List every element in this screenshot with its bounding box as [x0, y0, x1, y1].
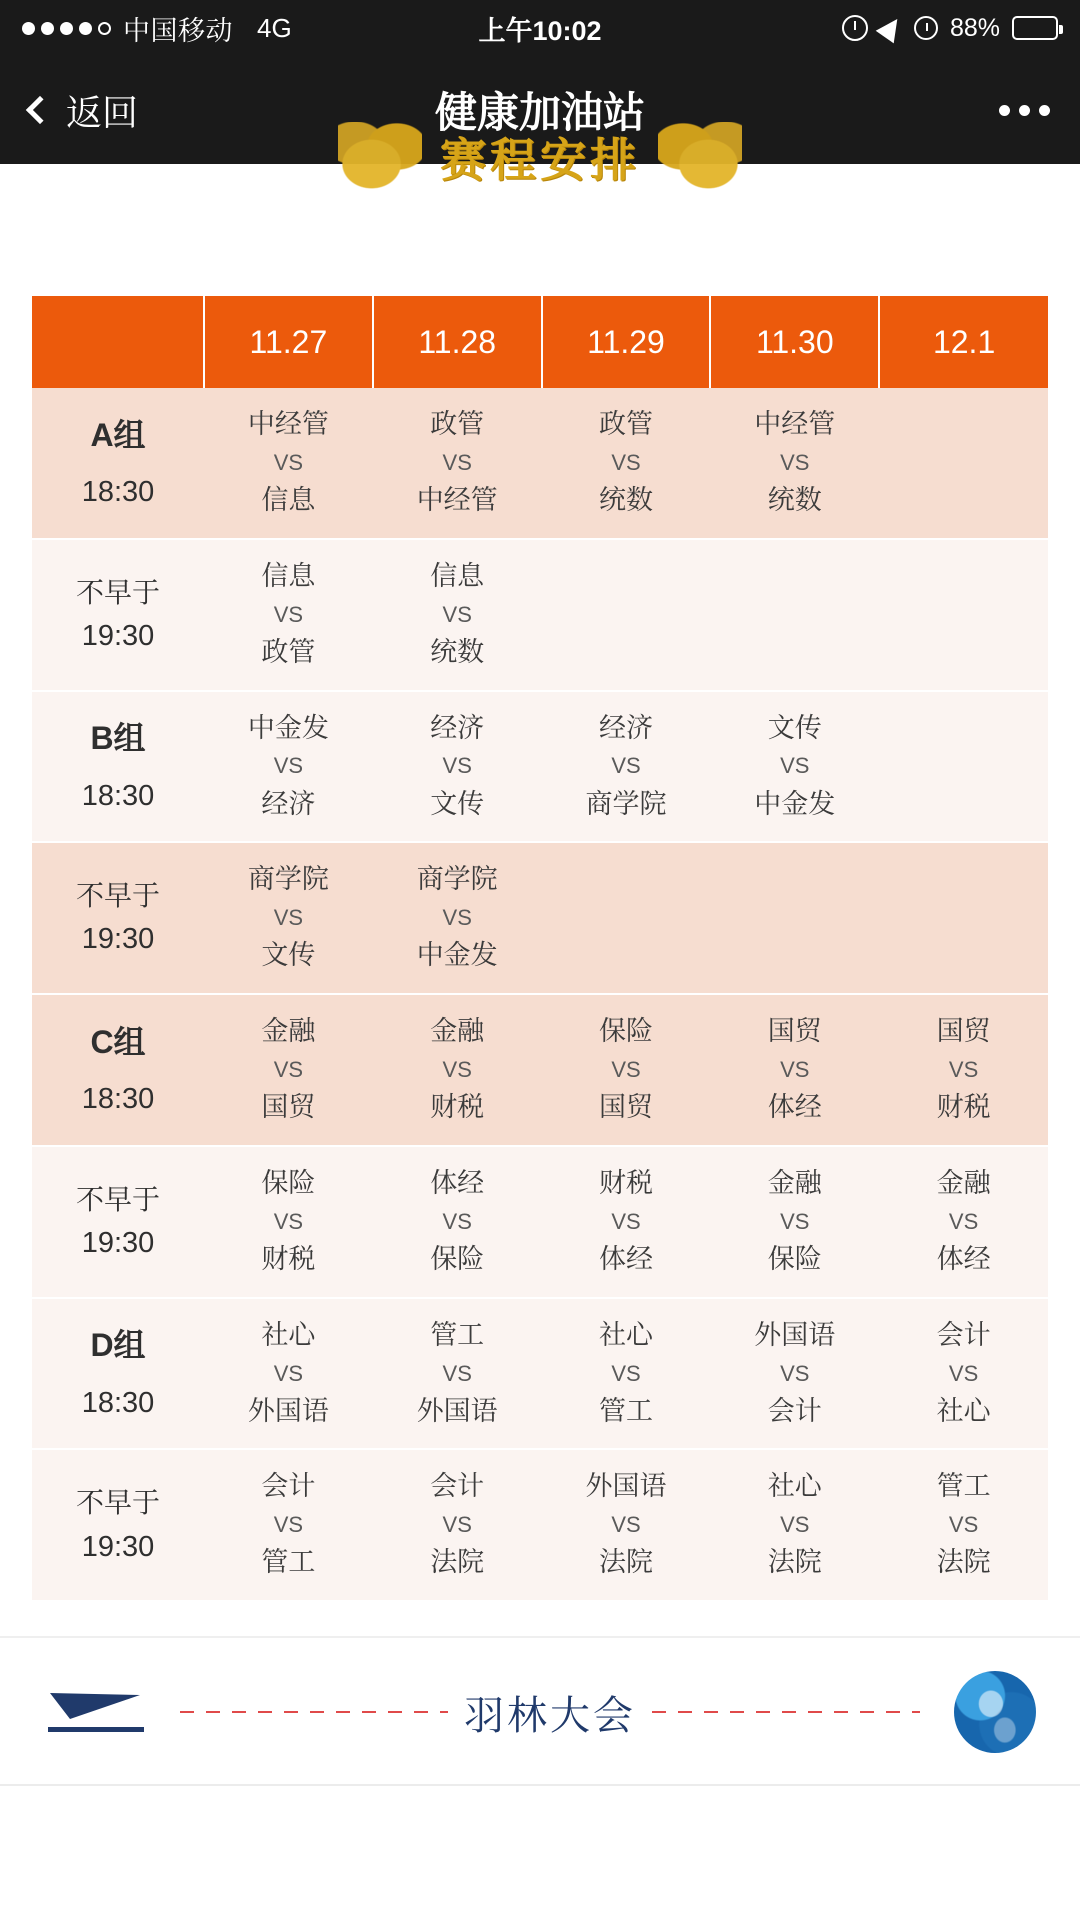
time-note-label: 不早于	[75, 1183, 160, 1215]
match-cell	[710, 1449, 879, 1601]
match-cell	[879, 842, 1048, 994]
match-cell	[710, 842, 879, 994]
status-bar-left	[22, 9, 292, 48]
match-cell	[879, 539, 1048, 691]
banner-title: 赛程安排	[440, 134, 640, 186]
banner	[0, 134, 1080, 260]
team-home-label: 国贸	[767, 1016, 822, 1047]
vs-label: VS	[948, 1056, 979, 1082]
header-cell-date-1: 11.27	[204, 296, 373, 388]
team-away-label: 保险	[767, 1243, 822, 1274]
team-away-label: 保险	[430, 1243, 485, 1274]
team-home-label: 保险	[261, 1167, 316, 1198]
team-home-label: 社心	[767, 1471, 822, 1502]
team-home-label: 社心	[598, 1319, 653, 1350]
do-not-disturb-icon	[842, 15, 868, 41]
alarm-clock-icon	[914, 16, 938, 40]
row-header-group-d-1830	[32, 1298, 204, 1450]
row-header-group-b-1830	[32, 691, 204, 843]
team-home-label: 体经	[430, 1167, 485, 1198]
team-away-label: 统数	[598, 484, 653, 515]
network-type-label: 4G	[257, 12, 292, 43]
row-header-group-b-1930	[32, 842, 204, 994]
team-away-label: 国贸	[261, 1092, 316, 1123]
group-label: A组	[90, 416, 146, 453]
team-home-label: 信息	[261, 560, 316, 591]
match-cell	[879, 994, 1048, 1146]
team-home-label: 金融	[936, 1167, 991, 1198]
team-away-label: 体经	[767, 1092, 822, 1123]
match-cell	[373, 1298, 542, 1450]
vs-label: VS	[611, 449, 641, 475]
vs-label: VS	[273, 449, 304, 475]
vs-label: VS	[948, 1512, 979, 1538]
match-cell	[710, 691, 879, 843]
match-cell	[542, 691, 711, 843]
row-header-group-a-1930	[32, 539, 204, 691]
vs-label: VS	[442, 1512, 472, 1538]
team-away-label: 财税	[430, 1092, 485, 1123]
vs-label: VS	[611, 1360, 641, 1386]
vs-label: VS	[442, 1208, 472, 1234]
signal-strength-icon	[22, 22, 111, 35]
match-cell	[204, 1449, 373, 1601]
team-away-label: 商学院	[585, 788, 667, 819]
team-away-label: 体经	[598, 1243, 653, 1274]
team-home-label: 外国语	[754, 1319, 836, 1350]
team-away-label: 管工	[261, 1547, 316, 1578]
group-label: B组	[90, 720, 146, 757]
team-away-label: 文传	[430, 788, 485, 819]
vs-label: VS	[273, 601, 304, 627]
team-home-label: 政管	[598, 409, 653, 439]
footer-divider	[0, 1784, 1080, 1786]
table-row	[32, 388, 1048, 539]
team-away-label: 法院	[936, 1547, 991, 1578]
paper-plane-icon	[44, 1677, 164, 1747]
vs-label: VS	[948, 1208, 979, 1234]
schedule-table-head	[32, 296, 1048, 388]
header-cell-date-2: 11.28	[373, 296, 542, 388]
time-label: 18:30	[81, 476, 155, 509]
vs-label: VS	[273, 753, 304, 779]
vs-label: VS	[780, 1360, 810, 1386]
time-label: 19:30	[81, 923, 155, 956]
team-home-label: 经济	[430, 712, 485, 743]
footer-title: 羽林大会	[464, 1693, 636, 1738]
page-title: 健康加油站	[434, 89, 645, 136]
table-row	[32, 1449, 1048, 1601]
header-cell-date-5: 12.1	[879, 296, 1048, 388]
team-home-label: 文传	[767, 712, 822, 743]
match-cell	[710, 1146, 879, 1298]
team-away-label: 外国语	[416, 1395, 498, 1426]
match-cell	[542, 1146, 711, 1298]
team-away-label: 外国语	[247, 1395, 329, 1426]
match-cell	[879, 1146, 1048, 1298]
chevron-left-icon	[26, 96, 54, 124]
header-cell-date-4: 11.30	[710, 296, 879, 388]
vs-label: VS	[948, 1360, 979, 1386]
team-home-label: 商学院	[416, 864, 498, 895]
back-button[interactable]	[30, 85, 138, 136]
vs-label: VS	[273, 1512, 304, 1538]
team-away-label: 法院	[598, 1547, 653, 1578]
match-cell	[710, 388, 879, 539]
vs-label: VS	[780, 1056, 810, 1082]
team-home-label: 财税	[598, 1167, 653, 1198]
team-away-label: 国贸	[598, 1092, 653, 1123]
battery-percent-label: 88%	[949, 13, 1000, 42]
team-away-label: 社心	[936, 1395, 991, 1426]
dashed-line-right	[652, 1711, 920, 1713]
team-away-label: 财税	[936, 1092, 991, 1123]
schedule-table	[32, 296, 1048, 1602]
team-home-label: 中金发	[247, 712, 329, 743]
match-cell	[373, 539, 542, 691]
team-home-label: 政管	[430, 409, 485, 439]
match-cell	[373, 842, 542, 994]
match-cell	[373, 1146, 542, 1298]
team-home-label: 中经管	[247, 409, 329, 439]
team-home-label: 经济	[598, 712, 653, 743]
match-cell	[710, 994, 879, 1146]
time-label: 18:30	[81, 779, 155, 812]
match-cell	[373, 994, 542, 1146]
schedule-table-wrapper	[0, 296, 1080, 1602]
laurel-left-icon	[338, 122, 422, 192]
vs-label: VS	[442, 905, 472, 931]
laurel-right-icon	[658, 122, 742, 192]
team-away-label: 体经	[936, 1243, 991, 1274]
team-home-label: 会计	[261, 1471, 316, 1502]
match-cell	[710, 1298, 879, 1450]
status-bar-right	[842, 14, 1058, 43]
team-home-label: 社心	[261, 1319, 316, 1350]
header-cell-corner	[32, 296, 204, 388]
match-cell	[542, 842, 711, 994]
match-cell	[204, 1146, 373, 1298]
table-row	[32, 539, 1048, 691]
schedule-header-row	[32, 296, 1048, 388]
match-cell	[879, 1449, 1048, 1601]
match-cell	[542, 1449, 711, 1601]
team-away-label: 信息	[261, 484, 316, 515]
match-cell	[542, 388, 711, 539]
table-row	[32, 1298, 1048, 1450]
table-row	[32, 994, 1048, 1146]
vs-label: VS	[780, 1512, 810, 1538]
table-row	[32, 691, 1048, 843]
team-home-label: 会计	[430, 1471, 485, 1502]
match-cell	[373, 388, 542, 539]
match-cell	[542, 539, 711, 691]
time-label: 18:30	[81, 1386, 155, 1419]
match-cell	[204, 842, 373, 994]
time-note-label: 不早于	[75, 576, 160, 608]
more-dots-icon[interactable]	[999, 105, 1050, 116]
team-home-label: 金融	[430, 1016, 485, 1047]
dashed-line-left	[180, 1711, 448, 1713]
vs-label: VS	[442, 1056, 472, 1082]
vs-label: VS	[273, 1056, 304, 1082]
vs-label: VS	[780, 449, 810, 475]
vs-label: VS	[442, 1360, 472, 1386]
vs-label: VS	[273, 905, 304, 931]
vs-label: VS	[611, 1208, 641, 1234]
team-home-label: 金融	[261, 1016, 316, 1047]
team-away-label: 经济	[261, 788, 316, 819]
back-button-label: 返回	[66, 91, 139, 133]
match-cell	[373, 1449, 542, 1601]
team-home-label: 管工	[936, 1471, 991, 1502]
row-header-group-a-1830	[32, 388, 204, 539]
team-home-label: 外国语	[585, 1471, 667, 1502]
team-away-label: 政管	[261, 636, 316, 667]
header-cell-date-3: 11.29	[542, 296, 711, 388]
team-away-label: 财税	[261, 1243, 316, 1274]
table-row	[32, 842, 1048, 994]
team-home-label: 会计	[936, 1319, 991, 1350]
status-bar	[0, 0, 1080, 56]
vs-label: VS	[611, 1512, 641, 1538]
carrier-label: 中国移动	[123, 15, 233, 46]
match-cell	[204, 388, 373, 539]
time-label: 19:30	[81, 1530, 155, 1563]
match-cell	[204, 691, 373, 843]
vs-label: VS	[442, 449, 472, 475]
team-home-label: 信息	[430, 560, 485, 591]
team-away-label: 法院	[430, 1547, 485, 1578]
status-bar-clock: 上午10:02	[478, 15, 602, 46]
team-away-label: 会计	[767, 1395, 822, 1426]
group-label: C组	[90, 1023, 146, 1060]
team-away-label: 统数	[767, 484, 822, 515]
time-label: 18:30	[81, 1083, 155, 1116]
vs-label: VS	[273, 1360, 304, 1386]
team-home-label: 保险	[598, 1016, 653, 1047]
match-cell	[879, 691, 1048, 843]
time-label: 19:30	[81, 619, 155, 652]
group-label: D组	[90, 1327, 146, 1364]
team-away-label: 统数	[430, 636, 485, 667]
vs-label: VS	[780, 753, 810, 779]
row-header-group-c-1830	[32, 994, 204, 1146]
team-home-label: 商学院	[247, 864, 329, 895]
match-cell	[204, 994, 373, 1146]
globe-icon	[954, 1671, 1036, 1753]
team-home-label: 管工	[430, 1319, 485, 1350]
team-away-label: 中金发	[754, 788, 836, 819]
vs-label: VS	[442, 601, 472, 627]
vs-label: VS	[273, 1208, 304, 1234]
match-cell	[542, 1298, 711, 1450]
table-row	[32, 1146, 1048, 1298]
team-away-label: 管工	[598, 1395, 653, 1426]
team-away-label: 中金发	[416, 940, 498, 971]
vs-label: VS	[611, 753, 641, 779]
footer	[0, 1636, 1080, 1786]
vs-label: VS	[442, 753, 472, 779]
banner-inner	[338, 122, 742, 192]
match-cell	[373, 691, 542, 843]
schedule-table-body	[32, 388, 1048, 1601]
row-header-group-c-1930	[32, 1146, 204, 1298]
team-away-label: 中经管	[416, 484, 498, 515]
team-home-label: 国贸	[936, 1016, 991, 1047]
match-cell	[879, 1298, 1048, 1450]
match-cell	[879, 388, 1048, 539]
battery-icon	[1012, 16, 1058, 40]
match-cell	[204, 539, 373, 691]
match-cell	[204, 1298, 373, 1450]
team-home-label: 中经管	[754, 409, 836, 439]
time-note-label: 不早于	[75, 1487, 160, 1519]
location-arrow-icon	[876, 13, 907, 44]
team-away-label: 文传	[261, 940, 316, 971]
row-header-group-d-1930	[32, 1449, 204, 1601]
time-label: 19:30	[81, 1227, 155, 1260]
vs-label: VS	[780, 1208, 810, 1234]
match-cell	[542, 994, 711, 1146]
match-cell	[710, 539, 879, 691]
vs-label: VS	[611, 1056, 641, 1082]
team-home-label: 金融	[767, 1167, 822, 1198]
time-note-label: 不早于	[75, 880, 160, 912]
team-away-label: 法院	[767, 1547, 822, 1578]
